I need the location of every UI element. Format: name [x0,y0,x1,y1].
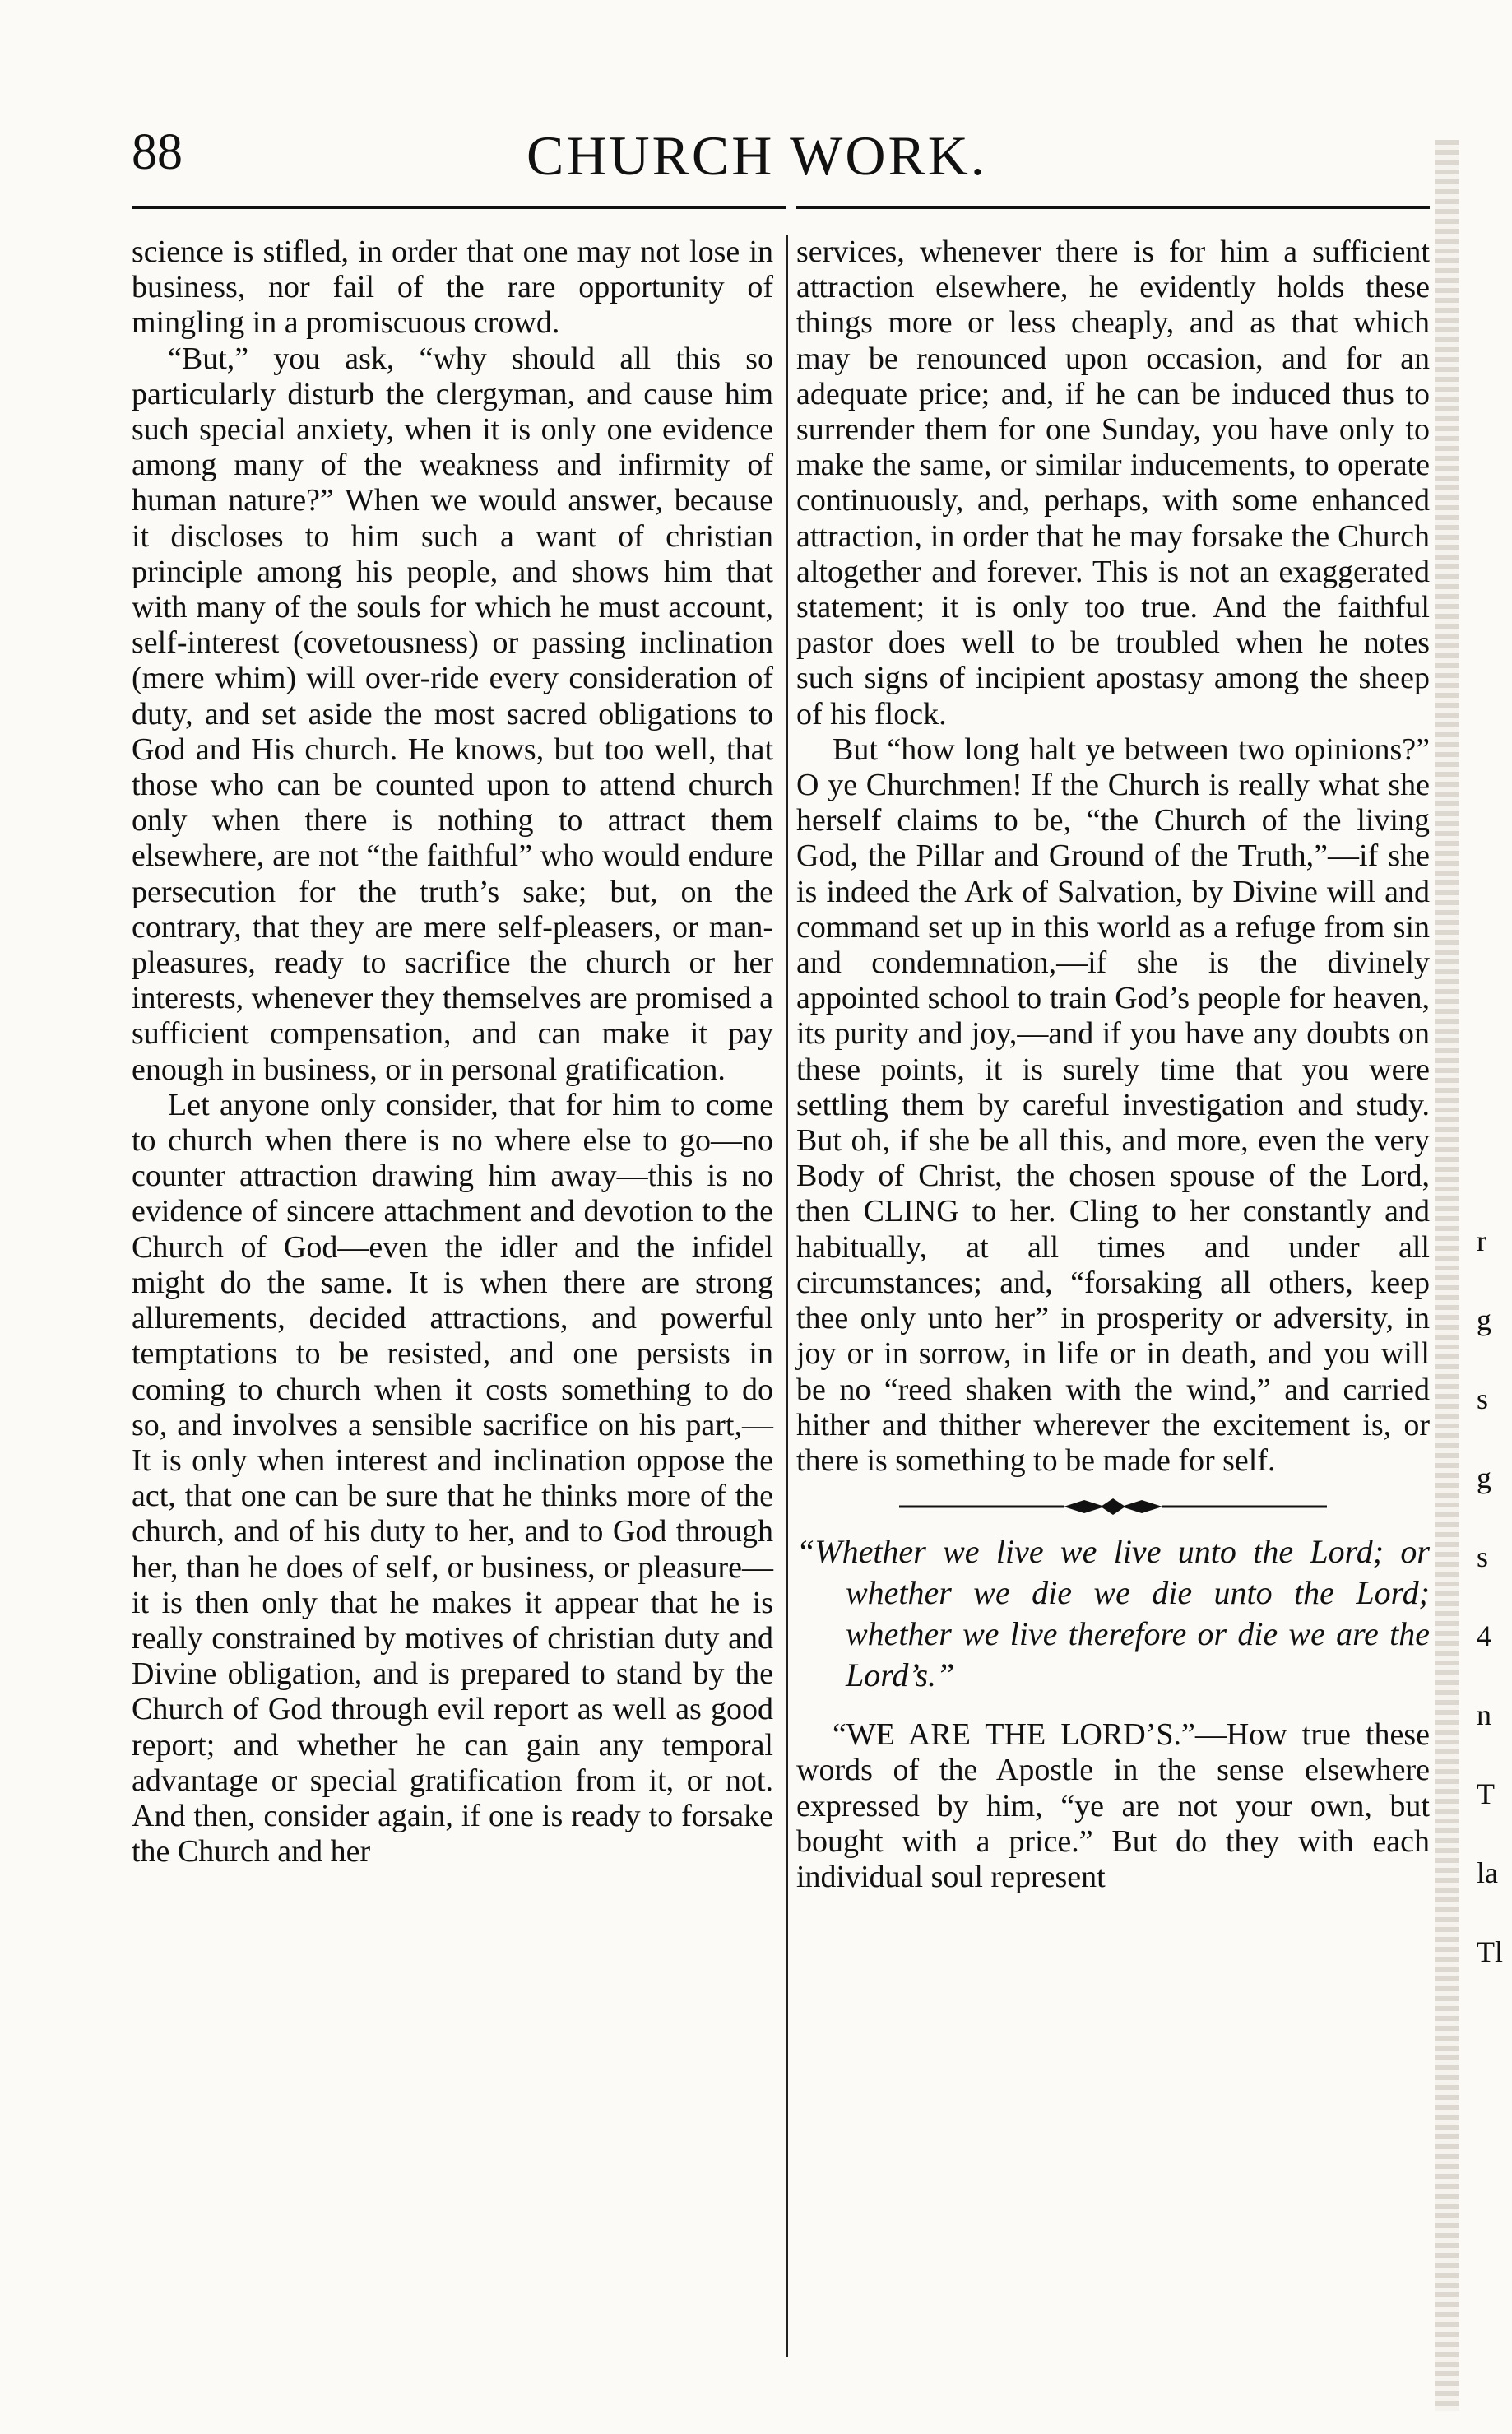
paragraph: services, whenever there is for him a sufficient attraction elsewhere, he evidently holds these things more or less cheaply, and as that which may be renounced upon occasion, and for an adequate price; and, if he can be induced thus to surrender them for one Sunday, you have only to make the same, or similar inducements, to operate continuously, and, perhaps, with some enhanced attraction, in order that he may forsake the Church altogether and forever. This is not an exaggerated statement; it is only too true. And the faithful pastor does well to be troubled when he notes such signs of incipient apostasy among the sheep of his flock. [796,235,1430,732]
right-column [796,235,1430,1895]
paragraph: “But,” you ask, “why should all this so particularly disturb the clergyman, and cause him such special anxiety, when it is only one evidence among many of the weakness and infirmity of human nature?” When we would answer, because it discloses to him such a want of christian principle among his people, and shows him that with many of the souls for which he must account, self-interest (covetousness) or passing inclination (mere whim) will over-ride every consideration of duty, and set aside the most sacred obligations to God and His church. He knows, but too well, that those who can be counted upon to attend church only when there is nothing to attract them elsewhere, are not “the faithful” who would endure persecution for the truth’s sake; but, on the contrary, that they are mere self-pleasers, or man-pleasures, ready to sacrifice the church or her interests, whenever they themselves are promised a sufficient compensation, and can make it pay enough in business, or in personal gratification. [132,341,773,1087]
adjacent-page-fragments [1477,1201,1510,1991]
edge-letter: T [1477,1777,1495,1810]
ornament-icon [899,1497,1327,1517]
paragraph: Let anyone only consider, that for him to come to church when there is no where else to go—no counter attraction drawing him away—this is no evidence of sincere attachment and devotion to the Church of God—even the idler and the infidel might do the same. It is when there are strong allurements, decided attractions, and powerful temptations to be resisted, and one persists in coming to church when it costs something to do so, and involves a sensible sacrifice on his part,—It is only when interest and inclination oppose the act, that one can be sure that he thinks more of the church, and of his duty to her, and to God through her, than he does of self, or business, or pleasure—it is then only that he makes it appear that he is really constrained by motives of christian duty and Divine obligation, and is prepared to stand by the Church of God through evil report as well as good report; and whether he can gain any temporal advantage or special gratification from it, or not. And then, consider again, if one is ready to forsake the Church and her [132,1087,773,1870]
column-divider [786,235,788,2357]
left-column [132,235,773,1870]
edge-letter: s [1477,1382,1489,1415]
edge-letter: s [1477,1540,1489,1573]
edge-letter: g [1477,1303,1491,1336]
header-rule-left [132,206,786,209]
edge-letter: n [1477,1698,1491,1731]
edge-letter: Tl [1477,1935,1503,1968]
edge-letter: la [1477,1856,1498,1889]
page-header [0,123,1512,197]
header-rule-right [796,206,1430,209]
edge-letter: 4 [1477,1619,1491,1652]
paragraph: “WE ARE THE LORD’S.”—How true these words of the Apostle in the sense elsewhere expressed by him, “ye are not your own, but bought with a price.” But do they with each individual soul represent [796,1717,1430,1894]
paragraph: science is stifled, in order that one may not lose in business, nor fail of the rare opportunity of mingling in a promiscuous crowd. [132,235,773,341]
page-edge-shadow [1435,140,1459,2411]
running-title: CHURCH WORK. [526,124,987,187]
ornament-divider [796,1497,1430,1517]
page-number: 88 [132,124,183,180]
edge-letter: g [1477,1461,1491,1494]
paragraph: But “how long halt ye between two opinions?” O ye Churchmen! If the Church is really what she herself claims to be, “the Church of the living God, the Pillar and Ground of the Truth,”—if she is indeed the Ark of Salvation, by Divine will and command set up in this world as a refuge from sin and condemnation,—if she is the divinely appointed school to train God’s people for heaven, its purity and joy,—and if you have any doubts on these points, it is surely time that you were settling them by careful investigation and study. But oh, if she be all this, and more, even the very Body of Christ, the chosen spouse of the Lord, then CLING to her. Cling to her constantly and habitually, at all times and under all circumstances; and, “forsaking all others, keep thee only unto her” in prosperity or adversity, in joy or in sorrow, in life or in death, and you will be no “reed shaken with the wind,” and carried hither and thither wherever the excitement is, or there is something to be made for self. [796,732,1430,1478]
scripture-quote: “Whether we live we live unto the Lord; or whether we die we die unto the Lord; whether we live therefore or die we are the Lord’s.” [796,1533,1430,1694]
edge-letter: r [1477,1224,1486,1257]
